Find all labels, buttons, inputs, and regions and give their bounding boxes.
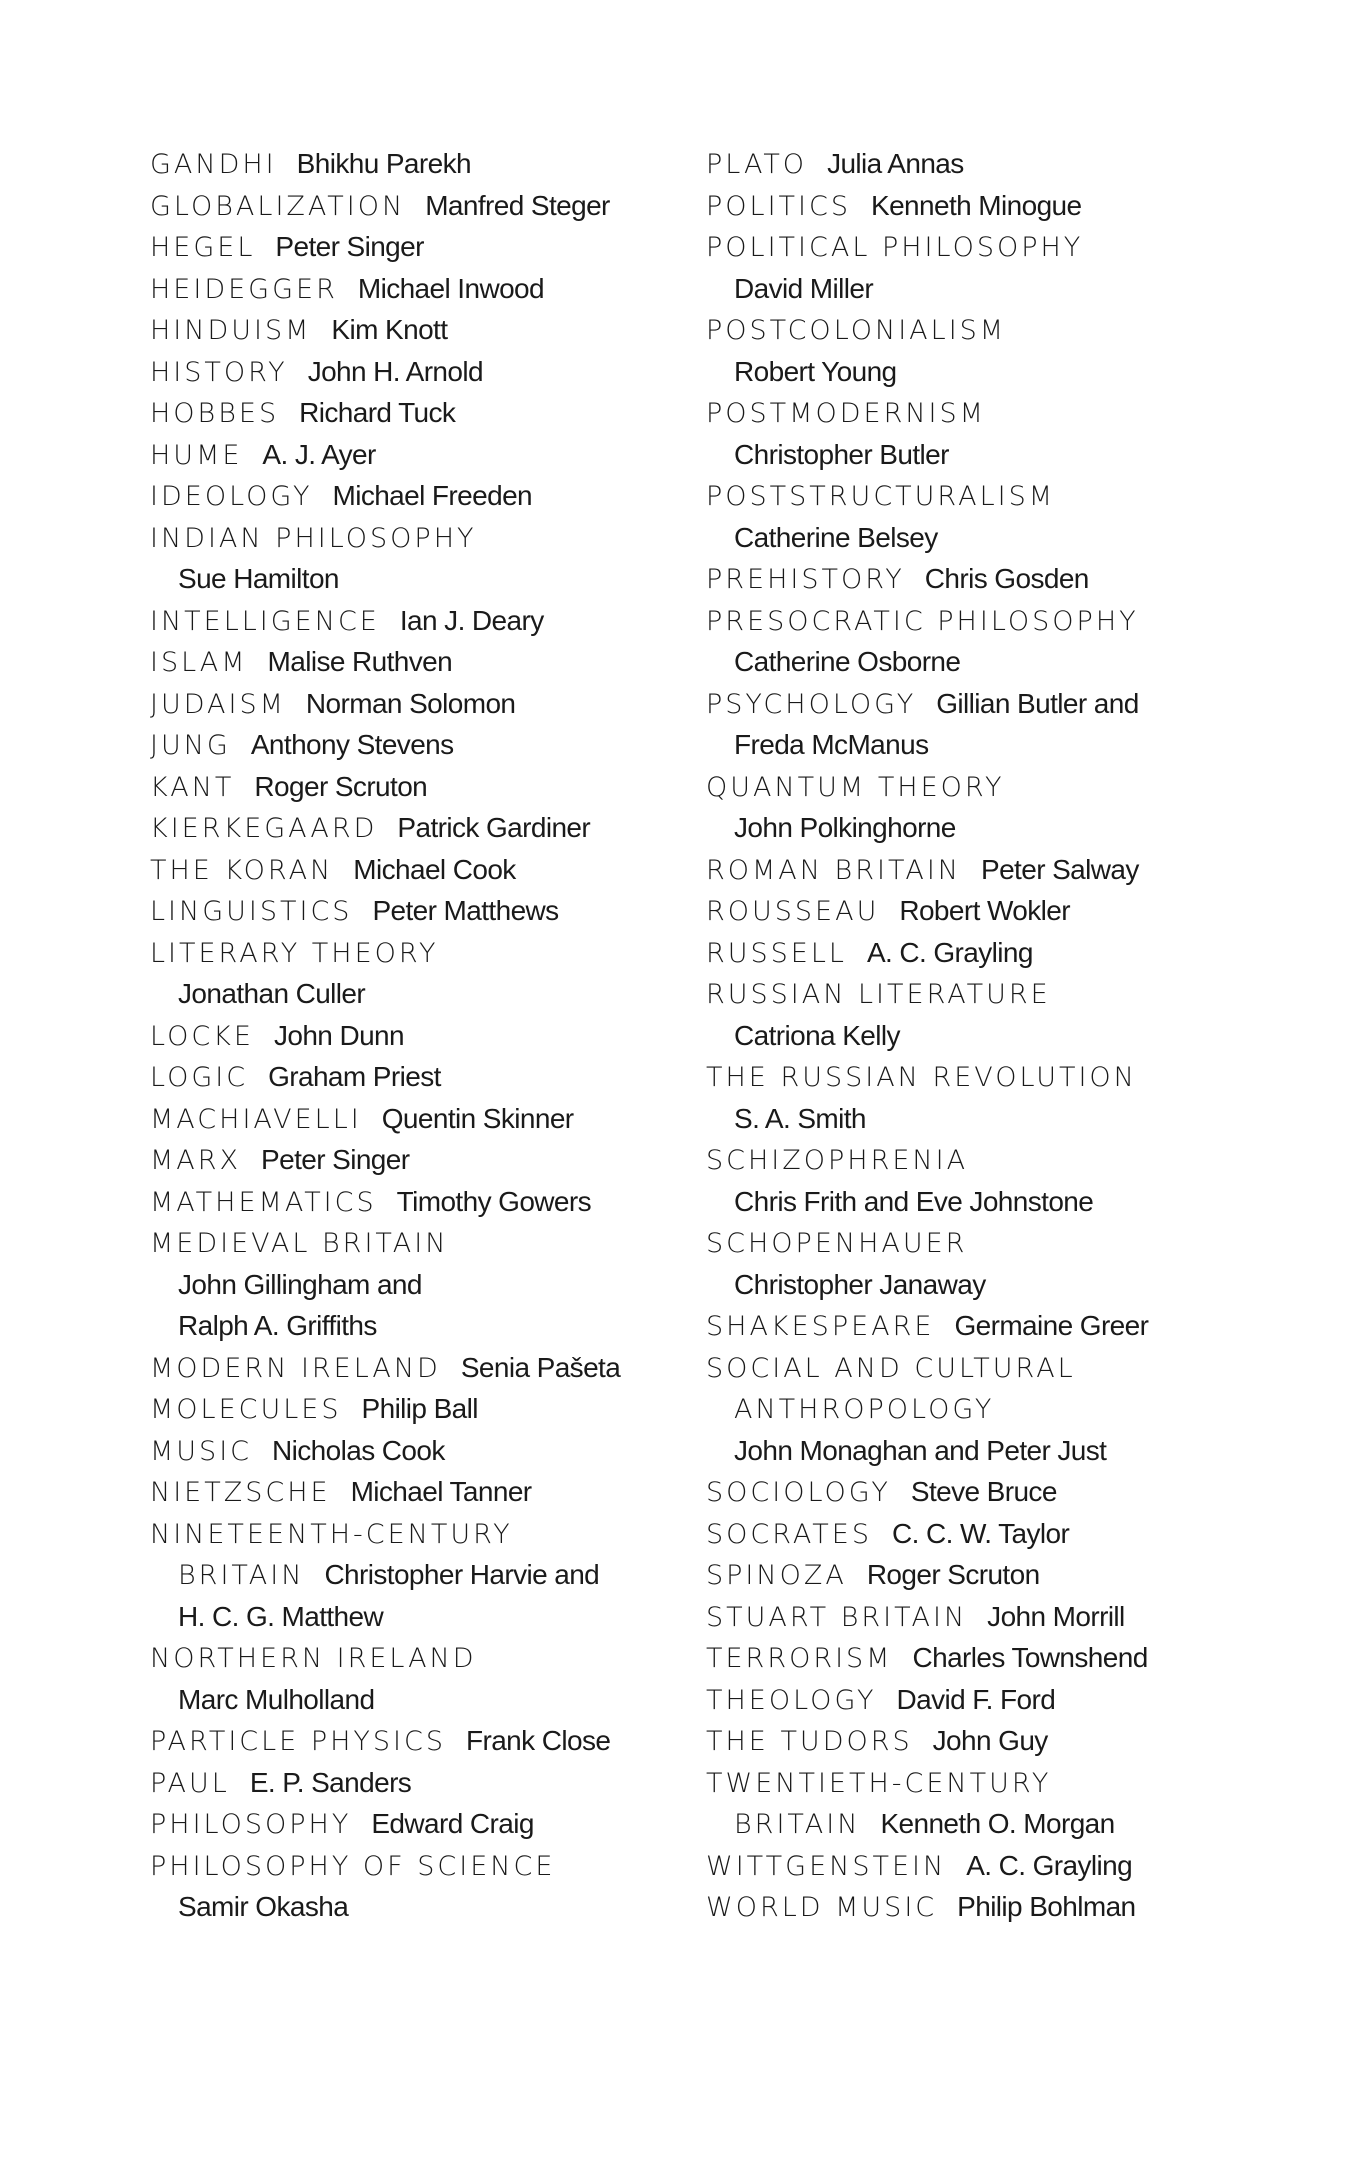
list-entry [150, 1181, 650, 1223]
author-name: H. C. G. Matthew [178, 1600, 384, 1632]
list-entry [706, 1596, 1266, 1638]
topic-title: PSYCHOLOGY [706, 688, 917, 720]
list-entry [706, 766, 1266, 808]
author-name: Germaine Greer [954, 1310, 1149, 1341]
topic-title: JUNG [150, 730, 231, 761]
author-name: Roger Scruton [254, 770, 428, 802]
topic-title: LINGUISTICS [150, 896, 353, 927]
author-name: Ian J. Deary [399, 604, 544, 636]
author-name: Peter Singer [275, 231, 424, 262]
list-entry [706, 1762, 1266, 1804]
topic-title: IDEOLOGY [150, 481, 313, 512]
author-name: Robert Young [734, 355, 897, 387]
topic-title: ROUSSEAU [706, 896, 880, 927]
list-entry [150, 185, 650, 227]
list-entry [150, 309, 650, 351]
list-entry [706, 973, 1266, 1015]
topic-title: SOCRATES [706, 1518, 872, 1550]
list-entry [706, 1471, 1266, 1513]
list-entry [706, 185, 1266, 227]
list-entry [706, 1139, 1266, 1181]
topic-title: ISLAM [150, 647, 248, 678]
list-entry [150, 1139, 650, 1181]
list-entry [150, 475, 650, 517]
author-name: John Polkinghorne [734, 812, 956, 843]
list-entry [150, 1720, 650, 1762]
topic-title: SOCIOLOGY [706, 1477, 891, 1508]
topic-title: NORTHERN IRELAND [150, 1643, 477, 1674]
list-entry [150, 641, 650, 683]
author-name: A. J. Ayer [262, 438, 376, 470]
topic-title: POSTSTRUCTURALISM [706, 481, 1056, 512]
topic-title: PHILOSOPHY [150, 1809, 352, 1840]
topic-title: HOBBES [150, 398, 280, 429]
author-name: Philip Bohlman [957, 1891, 1136, 1922]
list-entry [150, 434, 650, 476]
topic-title: PREHISTORY [706, 564, 905, 595]
author-name: Steve Bruce [910, 1476, 1057, 1507]
list-entry [706, 143, 1266, 185]
author-name: Christopher Janaway [734, 1268, 986, 1300]
topic-title: PAUL [150, 1767, 230, 1799]
author-name: Nicholas Cook [272, 1434, 445, 1466]
author-name: Michael Inwood [357, 272, 544, 304]
list-entry [706, 558, 1266, 600]
list-entry [150, 1513, 650, 1555]
author-name: Marc Mulholland [178, 1683, 375, 1715]
list-entry [150, 1430, 650, 1472]
list-entry [150, 1679, 650, 1721]
list-entry [706, 1513, 1266, 1555]
list-entry [706, 1886, 1266, 1928]
topic-title: SCHOPENHAUER [706, 1228, 968, 1259]
list-entry [150, 1056, 650, 1098]
author-name: Robert Wokler [899, 895, 1070, 926]
author-name: Christopher Butler [734, 438, 949, 470]
list-entry [706, 1720, 1266, 1762]
author-name: Norman Solomon [305, 687, 516, 719]
list-entry [150, 973, 650, 1015]
topic-title: TWENTIETH-CENTURY [706, 1767, 1052, 1799]
author-name: Edward Craig [371, 1808, 534, 1839]
list-entry [150, 1803, 650, 1845]
list-entry [706, 309, 1266, 351]
topic-title: KIERKEGAARD [150, 813, 378, 844]
list-entry [150, 1845, 650, 1887]
list-entry [150, 766, 650, 808]
topic-title: HEGEL [150, 232, 256, 263]
author-name: Timothy Gowers [396, 1185, 592, 1217]
list-entry [706, 517, 1266, 559]
author-name: Patrick Gardiner [397, 812, 591, 843]
topic-title: BRITAIN [734, 1809, 861, 1840]
topic-title: HISTORY [150, 356, 288, 388]
list-entry [706, 641, 1266, 683]
author-name: Graham Priest [268, 1061, 441, 1092]
topic-title: NIETZSCHE [150, 1477, 331, 1508]
author-name: Peter Salway [981, 853, 1139, 885]
topic-title: RUSSELL [706, 937, 847, 969]
topic-title: MARX [150, 1145, 242, 1176]
author-name: Chris Frith and Eve Johnstone [734, 1185, 1094, 1217]
topic-title: RUSSIAN LITERATURE [706, 979, 1051, 1010]
list-entry [150, 143, 650, 185]
list-entry [706, 1803, 1266, 1845]
topic-title: THE KORAN [150, 854, 334, 886]
topic-title: MACHIAVELLI [150, 1103, 362, 1135]
list-entry [706, 1347, 1266, 1389]
topic-title: HEIDEGGER [150, 273, 338, 305]
topic-title: MODERN IRELAND [150, 1352, 441, 1384]
list-entry [150, 1596, 650, 1638]
topic-title: BRITAIN [178, 1560, 305, 1591]
right-column [706, 143, 1266, 1928]
author-name: Christopher Harvie and [324, 1559, 600, 1590]
author-name: Peter Matthews [372, 895, 559, 926]
author-name: Kenneth O. Morgan [880, 1808, 1115, 1839]
list-entry [706, 1181, 1266, 1223]
author-name: Philip Ball [361, 1393, 478, 1424]
author-name: Peter Singer [261, 1144, 410, 1175]
list-entry [706, 1637, 1266, 1679]
list-entry [706, 1015, 1266, 1057]
topic-title: HINDUISM [150, 315, 312, 346]
author-name: John Guy [932, 1725, 1048, 1756]
topic-title: JUDAISM [150, 688, 286, 720]
list-entry [150, 517, 650, 559]
topic-title: MEDIEVAL BRITAIN [150, 1228, 449, 1259]
author-name: A. C. Grayling [966, 1849, 1133, 1881]
list-entry [150, 1762, 650, 1804]
list-entry [150, 226, 650, 268]
topic-title: INDIAN PHILOSOPHY [150, 522, 477, 554]
author-name: Richard Tuck [299, 397, 456, 428]
list-entry [706, 475, 1266, 517]
author-name: John Gillingham and [178, 1268, 422, 1300]
list-entry [150, 1347, 650, 1389]
list-entry [150, 1637, 650, 1679]
topic-title: THE RUSSIAN REVOLUTION [706, 1062, 1137, 1093]
author-name: Sue Hamilton [178, 563, 339, 594]
author-name: A. C. Grayling [866, 936, 1033, 968]
list-entry [150, 724, 650, 766]
author-name: John Monaghan and Peter Just [734, 1434, 1107, 1466]
topic-title: GANDHI [150, 149, 277, 180]
list-entry [706, 351, 1266, 393]
list-entry [706, 1098, 1266, 1140]
list-entry [706, 1222, 1266, 1264]
list-entry [706, 1056, 1266, 1098]
list-entry [706, 724, 1266, 766]
author-name: E. P. Sanders [249, 1766, 412, 1798]
author-name: Malise Ruthven [267, 646, 453, 677]
list-entry [706, 1388, 1266, 1430]
topic-title: PHILOSOPHY OF SCIENCE [150, 1850, 556, 1882]
list-entry [706, 1679, 1266, 1721]
topic-title: PARTICLE PHYSICS [150, 1726, 446, 1757]
author-name: Frank Close [465, 1725, 611, 1756]
author-name: John Dunn [273, 1019, 404, 1051]
author-name: David F. Ford [896, 1683, 1056, 1715]
topic-title: INTELLIGENCE [150, 605, 380, 637]
author-name: John H. Arnold [307, 355, 483, 387]
topic-title: ANTHROPOLOGY [734, 1394, 995, 1425]
list-entry [706, 683, 1266, 725]
topic-title: WITTGENSTEIN [706, 1850, 947, 1882]
author-name: Michael Tanner [350, 1476, 532, 1507]
list-entry [706, 1430, 1266, 1472]
list-entry [150, 890, 650, 932]
author-name: Anthony Stevens [250, 729, 454, 760]
list-entry [150, 351, 650, 393]
list-entry [150, 1305, 650, 1347]
author-name: Freda McManus [734, 729, 929, 760]
author-name: Gillian Butler and [936, 687, 1139, 719]
list-entry [706, 600, 1266, 642]
author-name: C. C. W. Taylor [891, 1517, 1070, 1549]
list-entry [150, 849, 650, 891]
list-entry [706, 932, 1266, 974]
topic-title: NINETEENTH-CENTURY [150, 1518, 513, 1550]
topic-title: THEOLOGY [706, 1684, 877, 1716]
list-entry [706, 226, 1266, 268]
topic-title: POSTCOLONIALISM [706, 315, 1007, 346]
author-name: Jonathan Culler [178, 978, 366, 1009]
topic-title: QUANTUM THEORY [706, 771, 1005, 803]
list-entry [706, 268, 1266, 310]
topic-title: MATHEMATICS [150, 1186, 377, 1218]
topic-title: HUME [150, 439, 243, 471]
list-entry [706, 1264, 1266, 1306]
author-name: Catriona Kelly [734, 1019, 900, 1051]
topic-title: SPINOZA [706, 1560, 847, 1591]
author-name: Chris Gosden [924, 563, 1089, 594]
list-entry [706, 1554, 1266, 1596]
author-name: Charles Townshend [912, 1642, 1148, 1673]
list-entry [706, 434, 1266, 476]
list-entry [150, 268, 650, 310]
author-name: Senia Pašeta [460, 1351, 621, 1383]
list-entry [150, 1471, 650, 1513]
list-entry [150, 1886, 650, 1928]
topic-title: LITERARY THEORY [150, 937, 439, 969]
topic-title: SCHIZOPHRENIA [706, 1145, 969, 1176]
topic-title: POLITICS [706, 190, 851, 222]
topic-title: LOCKE [150, 1020, 254, 1052]
list-entry [150, 1015, 650, 1057]
list-entry [150, 807, 650, 849]
list-entry [706, 1305, 1266, 1347]
topic-title: LOGIC [150, 1062, 249, 1093]
topic-title: SHAKESPEARE [706, 1311, 935, 1342]
author-name: Kenneth Minogue [871, 189, 1082, 221]
author-name: Catherine Osborne [734, 646, 961, 677]
list-entry [150, 600, 650, 642]
topic-title: POLITICAL PHILOSOPHY [706, 232, 1084, 263]
author-name: Samir Okasha [178, 1891, 349, 1922]
list-entry [150, 1222, 650, 1264]
topic-title: MUSIC [150, 1435, 253, 1467]
topic-title: GLOBALIZATION [150, 190, 406, 222]
topic-title: STUART BRITAIN [706, 1601, 968, 1633]
author-name: Michael Cook [353, 853, 516, 885]
topic-title: TERRORISM [706, 1643, 893, 1674]
author-name: Catherine Belsey [734, 521, 938, 553]
author-name: Ralph A. Griffiths [178, 1310, 377, 1341]
topic-title: KANT [150, 771, 235, 803]
author-name: Kim Knott [331, 314, 448, 345]
list-entry [706, 849, 1266, 891]
author-name: Michael Freeden [332, 480, 533, 511]
topic-title: MOLECULES [150, 1394, 342, 1425]
topic-title: SOCIAL AND CULTURAL [706, 1352, 1076, 1384]
list-entry [150, 558, 650, 600]
list-entry [150, 932, 650, 974]
author-name: David Miller [734, 272, 874, 304]
list-entry [150, 392, 650, 434]
author-name: Quentin Skinner [381, 1102, 574, 1134]
list-entry [706, 392, 1266, 434]
topic-title: PRESOCRATIC PHILOSOPHY [706, 605, 1139, 637]
list-entry [150, 1554, 650, 1596]
topic-title: POSTMODERNISM [706, 398, 986, 429]
list-entry [150, 1264, 650, 1306]
author-name: Julia Annas [827, 148, 964, 179]
topic-title: WORLD MUSIC [706, 1892, 938, 1923]
topic-title: PLATO [706, 149, 808, 180]
topic-title: ROMAN BRITAIN [706, 854, 961, 886]
list-entry [706, 807, 1266, 849]
topic-title: THE TUDORS [706, 1726, 913, 1757]
left-column [150, 143, 650, 1928]
list-entry [150, 1098, 650, 1140]
author-name: Roger Scruton [866, 1559, 1040, 1590]
author-name: Bhikhu Parekh [296, 148, 471, 179]
author-name: John Morrill [987, 1600, 1125, 1632]
list-entry [706, 1845, 1266, 1887]
author-name: Manfred Steger [425, 189, 610, 221]
list-entry [150, 1388, 650, 1430]
list-entry [706, 890, 1266, 932]
list-entry [150, 683, 650, 725]
author-name: S. A. Smith [734, 1102, 866, 1134]
